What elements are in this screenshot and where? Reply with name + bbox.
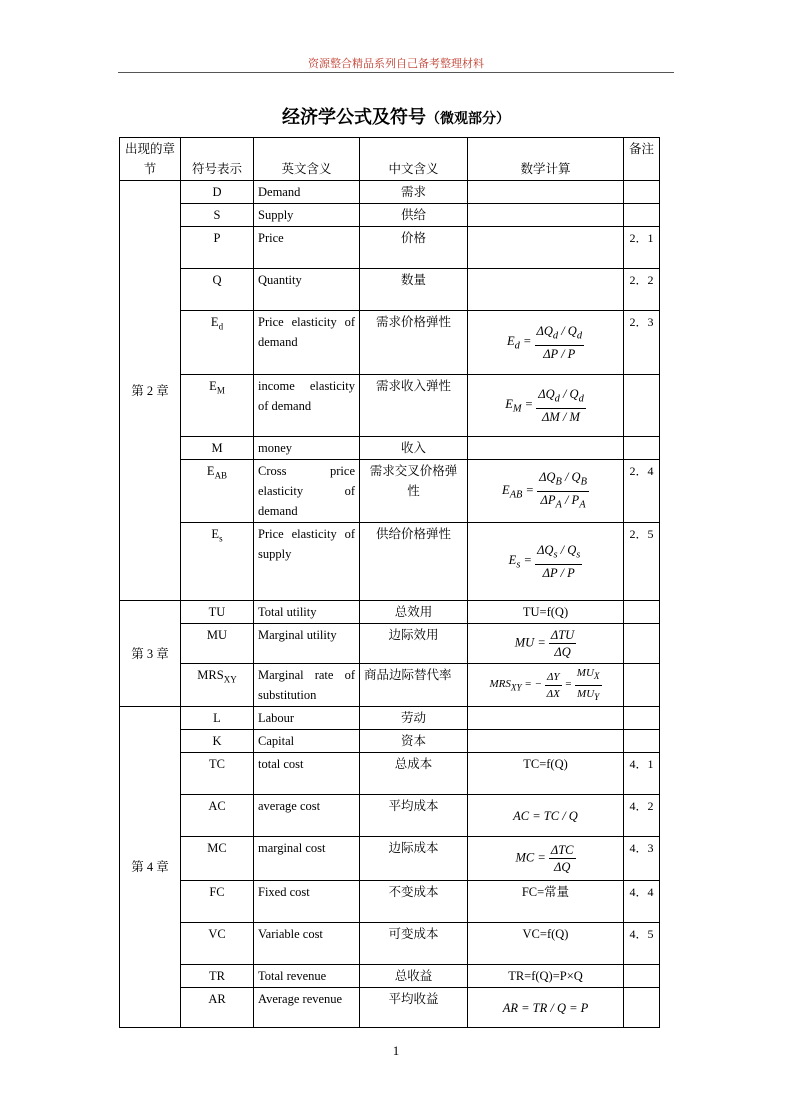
chinese-cell: 不变成本 <box>360 881 468 923</box>
math-formula-ar: AR = TR / Q = P <box>468 988 624 1028</box>
col-english: 英文含义 <box>254 138 360 181</box>
symbol-cell: MU <box>181 624 254 664</box>
table-row <box>120 837 660 881</box>
english-cell: Price elasticity of demand <box>254 311 360 375</box>
title-sub: （微观部分） <box>426 111 510 127</box>
note-cell: 2．2 <box>624 269 660 311</box>
note-cell <box>624 375 660 437</box>
chinese-cell: 平均收益 <box>360 988 468 1028</box>
page-header: 资源整合精品系列自己备考整理材料 <box>308 57 484 70</box>
symbol-cell: L <box>181 707 254 730</box>
symbol-cell: FC <box>181 881 254 923</box>
english-cell: Supply <box>254 204 360 227</box>
chapter-4: 第 4 章 <box>120 707 181 1028</box>
note-cell <box>624 664 660 707</box>
col-math: 数学计算 <box>468 138 624 181</box>
title-main: 经济学公式及符号 <box>282 107 426 128</box>
english-cell: Marginal utility <box>254 624 360 664</box>
english-cell: Average revenue <box>254 988 360 1028</box>
table-row <box>120 988 660 1028</box>
chinese-cell: 需求价格弹性 <box>360 311 468 375</box>
table-row <box>120 923 660 965</box>
symbol-cell: TC <box>181 753 254 795</box>
math-formula-ac: AC = TC / Q <box>468 795 624 837</box>
table-row <box>120 664 660 707</box>
chinese-cell: 总效用 <box>360 601 468 624</box>
english-cell: Total revenue <box>254 965 360 988</box>
note-cell: 4．4 <box>624 881 660 923</box>
chinese-cell: 数量 <box>360 269 468 311</box>
math-cell <box>468 437 624 460</box>
math-formula-mu: MU = $\frac{\text{ΔTU}}{\Delta Q}$ <box>468 624 624 664</box>
chapter-2: 第 2 章 <box>120 181 181 601</box>
symbol-cell: $E_s$ <box>181 523 254 601</box>
note-cell <box>624 437 660 460</box>
page-title <box>0 103 792 129</box>
math-formula-ed: $E_d$ = $\frac{\Delta Q_d / Q_d}{\Delta P / P}$ <box>468 311 624 375</box>
english-cell: Price <box>254 227 360 269</box>
symbol-cell: M <box>181 437 254 460</box>
table-header-row <box>120 138 660 181</box>
note-cell: 2．3 <box>624 311 660 375</box>
symbol-cell: $E_{AB}$ <box>181 460 254 523</box>
table-row <box>120 204 660 227</box>
note-cell: 2．5 <box>624 523 660 601</box>
math-formula-em: $E_M$ = $\frac{\Delta Q_d / Q_d}{\Delta M / M}$ <box>468 375 624 437</box>
table-row <box>120 730 660 753</box>
math-formula-mrs: $MRS_{XY}$ = − $\frac{\Delta Y}{\Delta X}$ = $\frac{MU_X}{MU_Y}$ <box>468 664 624 707</box>
english-cell: Demand <box>254 181 360 204</box>
col-symbol: 符号表示 <box>181 138 254 181</box>
note-cell <box>624 965 660 988</box>
header-rule <box>118 72 674 73</box>
chinese-cell: 收入 <box>360 437 468 460</box>
table-row <box>120 460 660 523</box>
symbol-cell: K <box>181 730 254 753</box>
symbol-cell: AR <box>181 988 254 1028</box>
math-formula-es: $E_s$ = $\frac{\Delta Q_s / Q_s}{\Delta P / P}$ <box>468 523 624 601</box>
note-cell: 4．5 <box>624 923 660 965</box>
table-row <box>120 795 660 837</box>
math-formula-mc: MC = $\frac{\text{ΔTC}}{\Delta Q}$ <box>468 837 624 881</box>
english-cell: average cost <box>254 795 360 837</box>
table-row <box>120 523 660 601</box>
chinese-cell: 需求 <box>360 181 468 204</box>
chinese-cell: 劳动 <box>360 707 468 730</box>
table-row <box>120 624 660 664</box>
english-cell: Marginal rate of substitution <box>254 664 360 707</box>
math-cell: TC=f(Q) <box>468 753 624 795</box>
math-cell <box>468 181 624 204</box>
table-row <box>120 437 660 460</box>
symbol-cell: D <box>181 181 254 204</box>
table-row <box>120 881 660 923</box>
chinese-cell: 总收益 <box>360 965 468 988</box>
chinese-cell: 资本 <box>360 730 468 753</box>
note-cell: 4．1 <box>624 753 660 795</box>
symbol-cell: TU <box>181 601 254 624</box>
english-cell: Total utility <box>254 601 360 624</box>
english-cell: Fixed cost <box>254 881 360 923</box>
math-cell: TR=f(Q)=P×Q <box>468 965 624 988</box>
symbols-table <box>119 137 660 1028</box>
math-cell <box>468 204 624 227</box>
page-number: 1 <box>392 1043 400 1058</box>
note-cell <box>624 601 660 624</box>
chinese-cell: 供给 <box>360 204 468 227</box>
math-cell: FC=常量 <box>468 881 624 923</box>
table-row <box>120 269 660 311</box>
col-chapter: 出现的章节 <box>120 138 181 181</box>
english-cell: marginal cost <box>254 837 360 881</box>
math-cell <box>468 269 624 311</box>
note-cell <box>624 988 660 1028</box>
english-cell: Price elasticity of supply <box>254 523 360 601</box>
table-row <box>120 965 660 988</box>
english-cell: money <box>254 437 360 460</box>
english-cell: income elasticity of demand <box>254 375 360 437</box>
col-note: 备注 <box>624 138 660 181</box>
math-cell <box>468 730 624 753</box>
symbol-cell: S <box>181 204 254 227</box>
chinese-cell: 需求交叉价格弹性 <box>360 460 468 523</box>
chinese-cell: 需求收入弹性 <box>360 375 468 437</box>
english-cell: Cross price elasticity of demand <box>254 460 360 523</box>
chinese-cell: 可变成本 <box>360 923 468 965</box>
symbol-cell: VC <box>181 923 254 965</box>
symbol-cell: AC <box>181 795 254 837</box>
math-cell: TU=f(Q) <box>468 601 624 624</box>
english-cell: Capital <box>254 730 360 753</box>
symbol-cell: P <box>181 227 254 269</box>
chinese-cell: 边际成本 <box>360 837 468 881</box>
note-cell <box>624 624 660 664</box>
english-cell: total cost <box>254 753 360 795</box>
english-cell: Variable cost <box>254 923 360 965</box>
symbol-cell: $E_d$ <box>181 311 254 375</box>
english-cell: Labour <box>254 707 360 730</box>
math-cell <box>468 227 624 269</box>
table-row <box>120 311 660 375</box>
table-row <box>120 375 660 437</box>
chapter-3: 第 3 章 <box>120 601 181 707</box>
note-cell <box>624 181 660 204</box>
symbol-cell: Q <box>181 269 254 311</box>
symbol-cell: $E_M$ <box>181 375 254 437</box>
math-formula-eab: $E_{AB}$ = $\frac{\Delta Q_B / Q_B}{\Delta P_A / P_A}$ <box>468 460 624 523</box>
chinese-cell: 供给价格弹性 <box>360 523 468 601</box>
math-cell <box>468 707 624 730</box>
chinese-cell: 平均成本 <box>360 795 468 837</box>
note-cell <box>624 204 660 227</box>
note-cell: 2．1 <box>624 227 660 269</box>
symbol-cell: TR <box>181 965 254 988</box>
table-row <box>120 601 660 624</box>
chinese-cell: 总成本 <box>360 753 468 795</box>
math-cell: VC=f(Q) <box>468 923 624 965</box>
chinese-cell: 商品边际替代率 <box>360 664 468 707</box>
symbol-cell: $MRS_{XY}$ <box>181 664 254 707</box>
col-chinese: 中文含义 <box>360 138 468 181</box>
chinese-cell: 边际效用 <box>360 624 468 664</box>
note-cell: 4．3 <box>624 837 660 881</box>
table-row <box>120 181 660 204</box>
chinese-cell: 价格 <box>360 227 468 269</box>
english-cell: Quantity <box>254 269 360 311</box>
note-cell <box>624 707 660 730</box>
table-row <box>120 753 660 795</box>
symbol-cell: MC <box>181 837 254 881</box>
note-cell: 2．4 <box>624 460 660 523</box>
note-cell <box>624 730 660 753</box>
note-cell: 4．2 <box>624 795 660 837</box>
table-row <box>120 707 660 730</box>
table-row <box>120 227 660 269</box>
